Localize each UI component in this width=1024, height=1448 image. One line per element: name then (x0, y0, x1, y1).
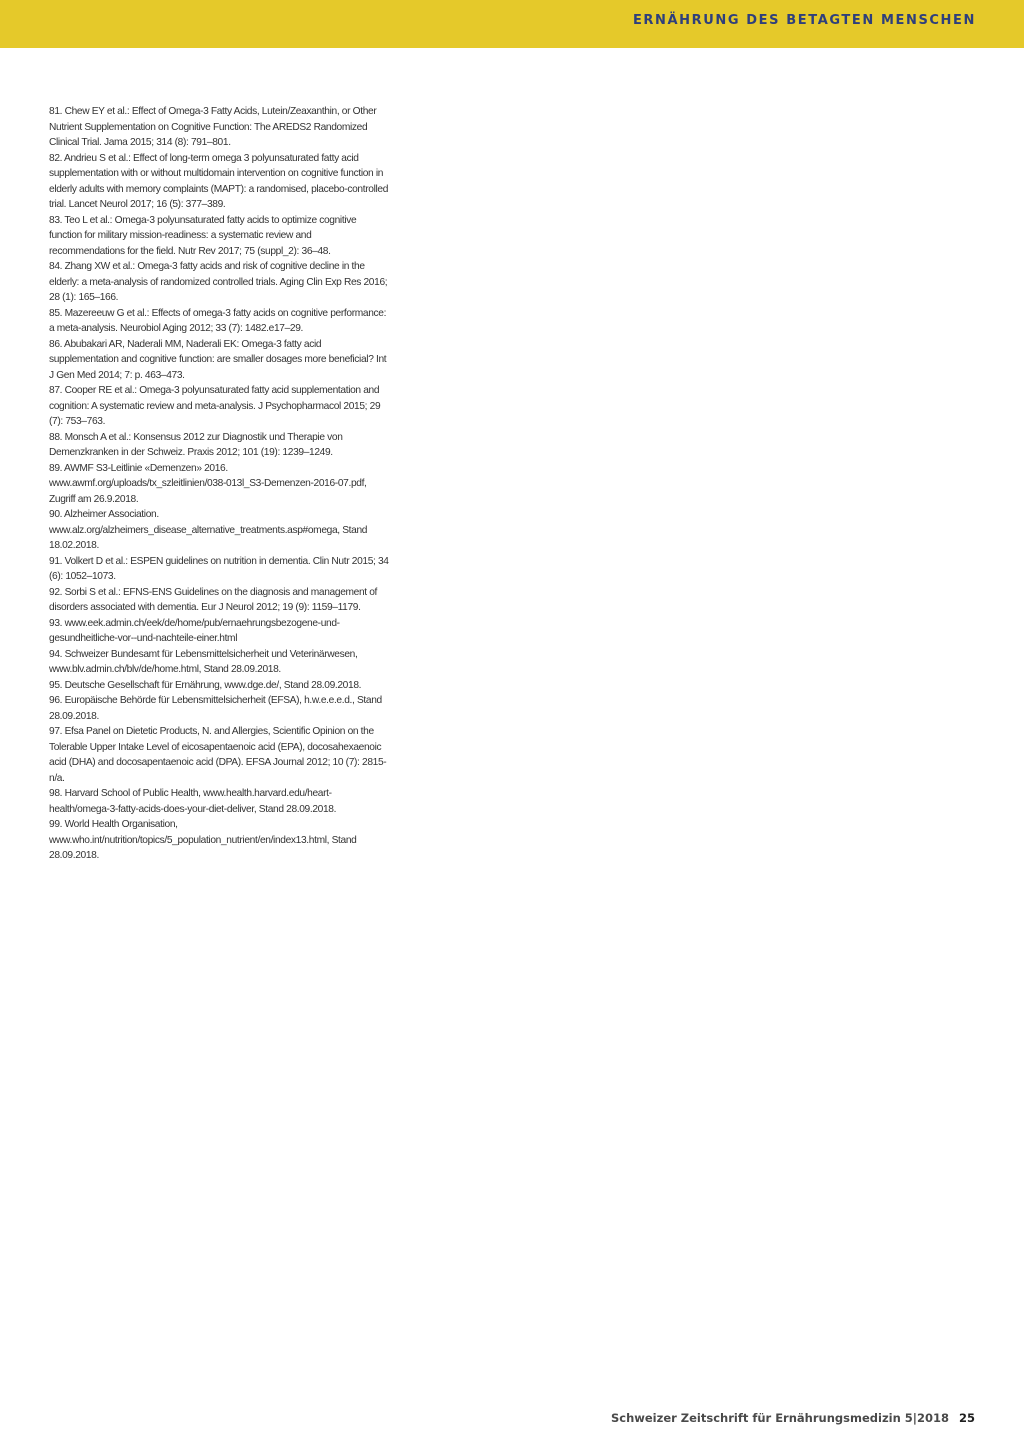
reference-item: 88. Monsch A et al.: Konsensus 2012 zur Diagnostik und Therapie von Demenzkranken in der Schweiz. Praxis 2012; 101 (19): 1239–1249. (49, 431, 343, 458)
reference-item: 83. Teo L et al.: Omega-3 polyunsaturated fatty acids to optimize cognitive function for military mission-readiness: a systematic review and recommendations for the field. Nutr Rev 2017; 75 (suppl_2): 36–48. (49, 214, 357, 257)
reference-item: 82. Andrieu S et al.: Effect of long-term omega 3 polyunsaturated fatty acid supplementation with or without multidomain intervention on cognitive function in elderly adults with memory complaints (MAPT): a randomised, placebo-controlled trial. Lancet Neurol 2017; 16 (5): 377–389. (49, 152, 389, 210)
header-band (0, 0, 1024, 48)
reference-item: 90. Alzheimer Association. www.alz.org/alzheimers_disease_alternative_treatments.asp#omega, Stand 18.02.2018. (49, 509, 368, 551)
reference-item: 97. Efsa Panel on Dietetic Products, N. and Allergies, Scientific Opinion on the Tolerable Upper Intake Level of eicosapentaenoic acid (EPA), docosahexaenoic acid (DHA) and docosapentaenoic acid (DPA). EFSA Journal 2012; 10 (7): 2815-n/a. (49, 726, 387, 784)
reference-item: 84. Zhang XW et al.: Omega-3 fatty acids and risk of cognitive decline in the elderly: a meta-analysis of randomized controlled trials. Aging Clin Exp Res 2016; 28 (1): 165–166. (49, 261, 388, 303)
reference-item: 92. Sorbi S et al.: EFNS-ENS Guidelines on the diagnosis and management of disorders associated with dementia. Eur J Neurol 2012; 19 (9): 1159–1179. (49, 586, 378, 613)
reference-item: 98. Harvard School of Public Health, www.health.harvard.edu/heart-health/omega-3-fatty-acids-does-your-diet-deliver, Stand 28.09.2018. (49, 788, 337, 815)
reference-item: 91. Volkert D et al.: ESPEN guidelines on nutrition in dementia. Clin Nutr 2015; 34 (6): 1052–1073. (49, 555, 389, 582)
reference-item: 96. Europäische Behörde für Lebensmittelsicherheit (EFSA), h.w.e.e.e.d., Stand 28.09.2018. (49, 695, 382, 722)
reference-item: 85. Mazereeuw G et al.: Effects of omega-3 fatty acids on cognitive performance: a meta-analysis. Neurobiol Aging 2012; 33 (7): 1482.e17–29. (49, 307, 387, 334)
reference-item: 93. www.eek.admin.ch/eek/de/home/pub/ernaehrungsbezogene-und-gesundheitliche-vor--und-nachteile-einer.html (49, 617, 340, 644)
reference-item: 99. World Health Organisation, www.who.int/nutrition/topics/5_population_nutrient/en/index13.html, Stand 28.09.2018. (49, 819, 357, 861)
page-number: 25 (958, 1411, 975, 1425)
page-footer (611, 1411, 975, 1425)
section-title: ERNÄHRUNG DES BETAGTEN MENSCHEN (632, 13, 976, 28)
reference-item: 94. Schweizer Bundesamt für Lebensmittelsicherheit und Veterinärwesen, www.blv.admin.ch/blv/de/home.html, Stand 28.09.2018. (49, 648, 358, 675)
journal-title: Schweizer Zeitschrift für Ernährungsmedizin 5|2018 (610, 1411, 949, 1425)
reference-item: 87. Cooper RE et al.: Omega-3 polyunsaturated fatty acid supplementation and cognition: A systematic review and meta-analysis. J Psychopharmacol 2015; 29 (7): 753–763. (49, 385, 381, 427)
reference-item: 89. AWMF S3-Leitlinie «Demenzen» 2016. www.awmf.org/uploads/tx_szleitlinien/038-013l_S3-Demenzen-2016-07.pdf, Zugriff am 26.9.2018. (49, 462, 367, 505)
reference-list (49, 104, 389, 864)
reference-item: 95. Deutsche Gesellschaft für Ernährung, www.dge.de/, Stand 28.09.2018. (49, 679, 362, 691)
reference-item: 86. Abubakari AR, Naderali MM, Naderali EK: Omega-3 fatty acid supplementation and cognitive function: are smaller dosages more beneficial? Int J Gen Med 2014; 7: p. 463–473. (49, 338, 387, 381)
reference-item: 81. Chew EY et al.: Effect of Omega-3 Fatty Acids, Lutein/Zeaxanthin, or Other Nutrient Supplementation on Cognitive Function: The AREDS2 Randomized Clinical Trial. Jama 2015; 314 (8): 791–801. (49, 106, 377, 148)
